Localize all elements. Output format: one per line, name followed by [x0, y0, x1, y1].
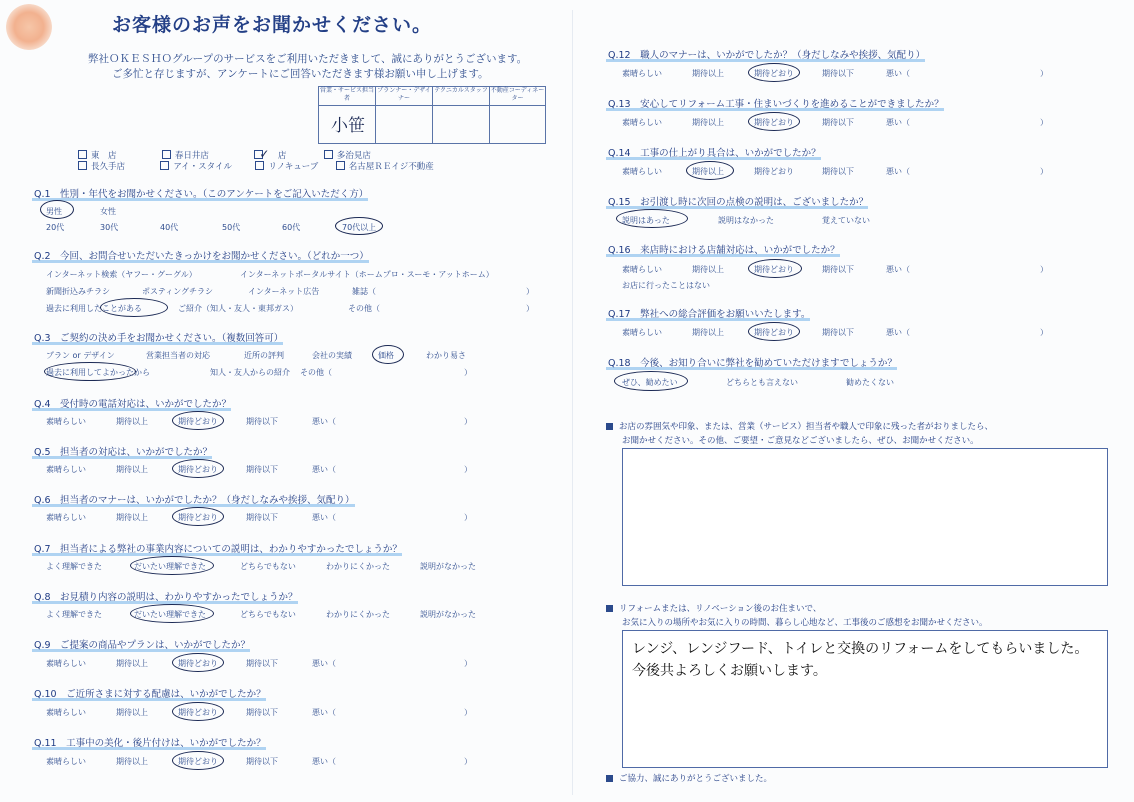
option[interactable]: よく理解できた — [46, 562, 102, 571]
answer-circle — [40, 200, 74, 219]
question-q3: Q.3 ご契約の決め手をお聞かせください。（複数回答可） — [34, 333, 284, 344]
option[interactable]: 期待以下 — [822, 118, 854, 127]
option[interactable]: 素晴らしい — [622, 118, 662, 127]
option[interactable]: 悪い（ — [312, 513, 336, 522]
option[interactable]: ぜひ、勧めたい — [622, 378, 678, 387]
store-label: 長久手店 — [91, 162, 126, 172]
question-q5: Q.5 担当者の対応は、いかがでしたか？ — [34, 447, 213, 458]
answer-circle — [172, 507, 224, 526]
option[interactable]: 期待以下 — [246, 757, 278, 766]
page-divider — [572, 10, 573, 795]
answer-circle — [335, 217, 383, 235]
option[interactable]: 期待以下 — [246, 513, 278, 522]
option[interactable]: 悪い（ — [312, 708, 336, 717]
option[interactable]: 説明がなかった — [420, 610, 476, 619]
option[interactable]: 女性 — [100, 207, 116, 216]
option[interactable]: 悪い（ — [886, 167, 910, 176]
staff-header-sales: 営業・サービス担当者 — [319, 87, 375, 106]
option[interactable]: 期待以上 — [692, 69, 724, 78]
company-seal — [6, 4, 52, 50]
answer-circle — [172, 702, 224, 721]
option[interactable]: 70代以上 — [342, 223, 377, 232]
option[interactable]: 知人・友人からの紹介 — [210, 368, 290, 377]
option[interactable]: 悪い（ — [312, 659, 336, 668]
staff-header-planner: プランナー・デザイナー — [376, 87, 432, 106]
store-checkbox[interactable] — [324, 150, 333, 159]
option[interactable]: 期待以上 — [692, 328, 724, 337]
section-feedback-heading: リフォームまたは、リノベーション後のお住まいで、 — [606, 602, 821, 614]
option[interactable]: インターネット検索（ヤフー・グーグル） — [46, 270, 197, 279]
question-q6: Q.6 担当者のマナーは、いかがでしたか？（身だしなみや挨拶、気配り） — [34, 495, 355, 506]
answer-circle — [748, 259, 802, 278]
option[interactable]: 悪い（ — [312, 757, 336, 766]
store-label: 名古屋ＲＥイジ不動産 — [348, 162, 434, 172]
option[interactable]: 素晴らしい — [46, 513, 86, 522]
answer-circle — [614, 371, 688, 391]
staff-table — [318, 86, 546, 144]
option[interactable]: 30代 — [100, 223, 119, 232]
store-checkbox[interactable] — [78, 161, 87, 170]
option[interactable]: 期待どおり — [754, 328, 794, 337]
option[interactable]: 期待どおり — [754, 118, 794, 127]
option[interactable]: お店に行ったことはない — [622, 281, 710, 290]
footer-thanks: ご協力、誠にありがとうございました。 — [606, 772, 772, 784]
answer-circle — [130, 604, 214, 623]
option[interactable]: 期待以下 — [822, 69, 854, 78]
option[interactable]: どちらでもない — [240, 562, 296, 571]
option[interactable]: 素晴らしい — [46, 417, 86, 426]
option[interactable]: 50代 — [222, 223, 241, 232]
store-label: 春日井店 — [174, 151, 209, 161]
question-q13: Q.13 安心してリフォーム工事・住まいづくりを進めることができましたか？ — [608, 99, 944, 110]
option[interactable]: 期待以下 — [822, 265, 854, 274]
option[interactable]: ご紹介（知人・友人・東邦ガス） — [178, 304, 298, 313]
question-q14: Q.14 工事の仕上がり具合は、いかがでしたか？ — [608, 148, 821, 159]
option: ） — [1040, 69, 1048, 78]
option[interactable]: 悪い（ — [886, 69, 910, 78]
store-label: アイ・スタイル — [173, 162, 232, 172]
store-checkbox[interactable] — [336, 161, 345, 170]
option[interactable]: 60代 — [282, 223, 301, 232]
store-label: リノキューブ — [268, 162, 319, 172]
option[interactable]: 期待どおり — [178, 659, 218, 668]
store-checkbox[interactable] — [255, 161, 264, 170]
option[interactable]: 期待どおり — [754, 167, 794, 176]
option[interactable]: 素晴らしい — [622, 167, 662, 176]
option[interactable]: 近所の評判 — [244, 351, 284, 360]
option[interactable]: どちらとも言えない — [726, 378, 798, 387]
option[interactable]: 期待以上 — [116, 465, 148, 474]
answer-circle — [686, 161, 734, 180]
option[interactable]: 期待以下 — [246, 708, 278, 717]
option[interactable]: わかりにくかった — [326, 562, 390, 571]
option[interactable]: 素晴らしい — [622, 265, 662, 274]
section-impression-subheading: お聞かせください。その他、ご要望・ご意見などございましたら、ぜひ、お聞かせください。 — [622, 436, 979, 446]
option[interactable]: 勧めたくない — [846, 378, 894, 387]
option: ） — [1040, 167, 1048, 176]
option: ） — [464, 417, 472, 426]
option[interactable]: インターネット広告 — [248, 287, 320, 296]
section-feedback-subheading: お気に入りの場所やお気に入りの時間、暮らし心地など、工事後のご感想をお聞かせください。 — [622, 618, 988, 628]
question-q9: Q.9 ご提案の商品やプランは、いかがでしたか？ — [34, 640, 251, 651]
option: ） — [1040, 328, 1048, 337]
question-q15: Q.15 お引渡し時に次回の点検の説明は、ございましたか？ — [608, 197, 869, 208]
option[interactable]: 期待以上 — [116, 757, 148, 766]
store-row-2 — [78, 160, 434, 172]
option[interactable]: 過去に利用したことがある — [46, 304, 142, 313]
answer-circle — [172, 459, 224, 478]
option: ） — [464, 757, 472, 766]
option[interactable]: 期待以下 — [822, 328, 854, 337]
question-q12: Q.12 職人のマナーは、いかがでしたか？（身だしなみや挨拶、気配り） — [608, 50, 926, 61]
option[interactable]: 悪い（ — [312, 465, 336, 474]
option[interactable]: 悪い（ — [312, 417, 336, 426]
square-bullet-icon — [606, 775, 613, 782]
option[interactable]: その他（ — [348, 304, 380, 313]
staff-name-handwritten: 小笹 — [331, 116, 365, 136]
answer-circle — [130, 556, 214, 575]
handwritten-comment-line-2: 今後共よろしくお願いします。 — [632, 663, 827, 679]
option[interactable]: 悪い（ — [886, 118, 910, 127]
store-checkbox[interactable] — [160, 161, 169, 170]
option[interactable]: よく理解できた — [46, 610, 102, 619]
option[interactable]: 期待どおり — [754, 69, 794, 78]
answer-circle — [616, 209, 688, 228]
option[interactable]: インターネットポータルサイト（ホームプロ・スーモ・アットホーム） — [240, 270, 494, 279]
option[interactable]: 価格 — [378, 351, 394, 360]
option[interactable]: 期待どおり — [178, 417, 218, 426]
option[interactable]: 期待以上 — [692, 265, 724, 274]
answer-circle — [44, 362, 136, 381]
answer-circle — [172, 653, 224, 672]
question-q18: Q.18 今後、お知り合いに弊社を勧めていただけますでしょうか？ — [608, 358, 897, 369]
option[interactable]: 説明がなかった — [420, 562, 476, 571]
square-bullet-icon — [606, 423, 613, 430]
question-q4: Q.4 受付時の電話対応は、いかがでしたか？ — [34, 399, 232, 410]
square-bullet-icon — [606, 605, 613, 612]
option[interactable]: その他（ — [300, 368, 332, 377]
option[interactable]: 40代 — [160, 223, 179, 232]
answer-circle — [748, 112, 800, 131]
option[interactable]: だいたい理解できた — [134, 610, 206, 619]
store-label: 東 店 — [91, 151, 117, 161]
staff-header-realestate: 不動産コーディネーター — [490, 87, 545, 106]
store-checkbox[interactable] — [162, 150, 171, 159]
option[interactable]: 覚えていない — [822, 216, 870, 225]
option[interactable]: 男性 — [46, 207, 62, 216]
option[interactable]: 期待以下 — [246, 465, 278, 474]
question-q10: Q.10 ご近所さまに対する配慮は、いかがでしたか？ — [34, 689, 266, 700]
option: ） — [526, 304, 534, 313]
option[interactable]: 期待以上 — [116, 708, 148, 717]
option[interactable]: 雑誌（ — [352, 287, 376, 296]
option[interactable]: プラン or デザイン — [46, 351, 115, 360]
option[interactable]: 期待以上 — [692, 118, 724, 127]
option[interactable]: 素晴らしい — [46, 708, 86, 717]
question-q11: Q.11 工事中の美化・後片付けは、いかがでしたか？ — [34, 738, 266, 749]
option: ） — [464, 659, 472, 668]
option[interactable]: 期待どおり — [178, 465, 218, 474]
question-q8: Q.8 お見積り内容の説明は、わかりやすかったでしょうか？ — [34, 592, 298, 603]
question-q7: Q.7 担当者による弊社の事業内容についての説明は、わかりやすかったでしょうか？ — [34, 544, 402, 555]
option[interactable]: 悪い（ — [886, 328, 910, 337]
option: ） — [464, 465, 472, 474]
option: ） — [464, 368, 472, 377]
option[interactable]: ポスティングチラシ — [142, 287, 214, 296]
option[interactable]: 説明はなかった — [718, 216, 774, 225]
answer-circle — [172, 411, 224, 430]
intro-line-1: 弊社ＯＫＥＳＨＯグループのサービスをご利用いただきまして、誠にありがとうございます。 — [88, 53, 528, 65]
option[interactable]: 期待どおり — [754, 265, 794, 274]
staff-header-technical: テクニカルスタッフ — [433, 87, 489, 106]
option[interactable]: 素晴らしい — [622, 69, 662, 78]
option: ） — [1040, 118, 1048, 127]
option: ） — [526, 287, 534, 296]
option[interactable]: 期待以上 — [692, 167, 724, 176]
option: ） — [464, 513, 472, 522]
option[interactable]: 素晴らしい — [622, 328, 662, 337]
option[interactable]: わかり易さ — [426, 351, 466, 360]
option[interactable]: 期待以下 — [246, 659, 278, 668]
option[interactable]: 説明はあった — [622, 216, 670, 225]
option[interactable]: わかりにくかった — [326, 610, 390, 619]
answer-circle — [748, 63, 800, 82]
question-q1: Q.1 性別・年代をお聞かせください。（このアンケートをご記入いただく方） — [34, 189, 369, 200]
handwritten-comment-line-1: レンジ、レンジフード、トイレと交換のリフォームをしてもらいました。 — [632, 641, 1089, 657]
question-q2: Q.2 今回、お問合せいただいたきっかけをお聞かせください。（どれか一つ） — [34, 251, 369, 262]
option: ） — [464, 708, 472, 717]
option[interactable]: 悪い（ — [886, 265, 910, 274]
option[interactable]: どちらでもない — [240, 610, 296, 619]
option: ） — [1040, 265, 1048, 274]
option[interactable]: だいたい理解できた — [134, 562, 206, 571]
page-title: お客様のお声をお聞かせください。 — [112, 14, 433, 36]
option[interactable]: 期待どおり — [178, 708, 218, 717]
option[interactable]: 期待どおり — [178, 757, 218, 766]
impression-textarea[interactable] — [622, 448, 1108, 586]
option[interactable]: 期待以上 — [116, 417, 148, 426]
store-row-1 — [78, 147, 371, 161]
answer-circle — [172, 751, 224, 770]
option[interactable]: 期待以上 — [116, 513, 148, 522]
option[interactable]: 期待どおり — [178, 513, 218, 522]
answer-circle — [100, 298, 168, 317]
check-mark: ✓ — [259, 147, 270, 161]
option[interactable]: 期待以下 — [246, 417, 278, 426]
intro-line-2: ご多忙と存じますが、アンケートにご回答いただきます様お願い申し上げます。 — [112, 68, 489, 80]
answer-circle — [372, 345, 404, 364]
store-checkbox[interactable] — [78, 150, 87, 159]
question-q17: Q.17 弊社への総合評価をお願いいたします。 — [608, 309, 811, 320]
option[interactable]: 会社の実績 — [312, 351, 352, 360]
option[interactable]: 素晴らしい — [46, 757, 86, 766]
question-q16: Q.16 来店時における店舗対応は、いかがでしたか？ — [608, 245, 840, 256]
store-label: 店 — [269, 151, 287, 161]
option[interactable]: 営業担当者の対応 — [146, 351, 210, 360]
option[interactable]: 20代 — [46, 223, 65, 232]
answer-circle — [748, 322, 800, 341]
option[interactable]: 新聞折込みチラシ — [46, 287, 110, 296]
option[interactable]: 素晴らしい — [46, 465, 86, 474]
option[interactable]: 素晴らしい — [46, 659, 86, 668]
option[interactable]: 期待以上 — [116, 659, 148, 668]
option[interactable]: 期待以下 — [822, 167, 854, 176]
store-label: 多治見店 — [336, 151, 371, 161]
option[interactable]: 過去に利用してよかったから — [46, 368, 150, 377]
section-impression-heading: お店の雰囲気や印象、または、営業（サービス）担当者や職人で印象に残った者がおりましたら、 — [606, 420, 993, 432]
